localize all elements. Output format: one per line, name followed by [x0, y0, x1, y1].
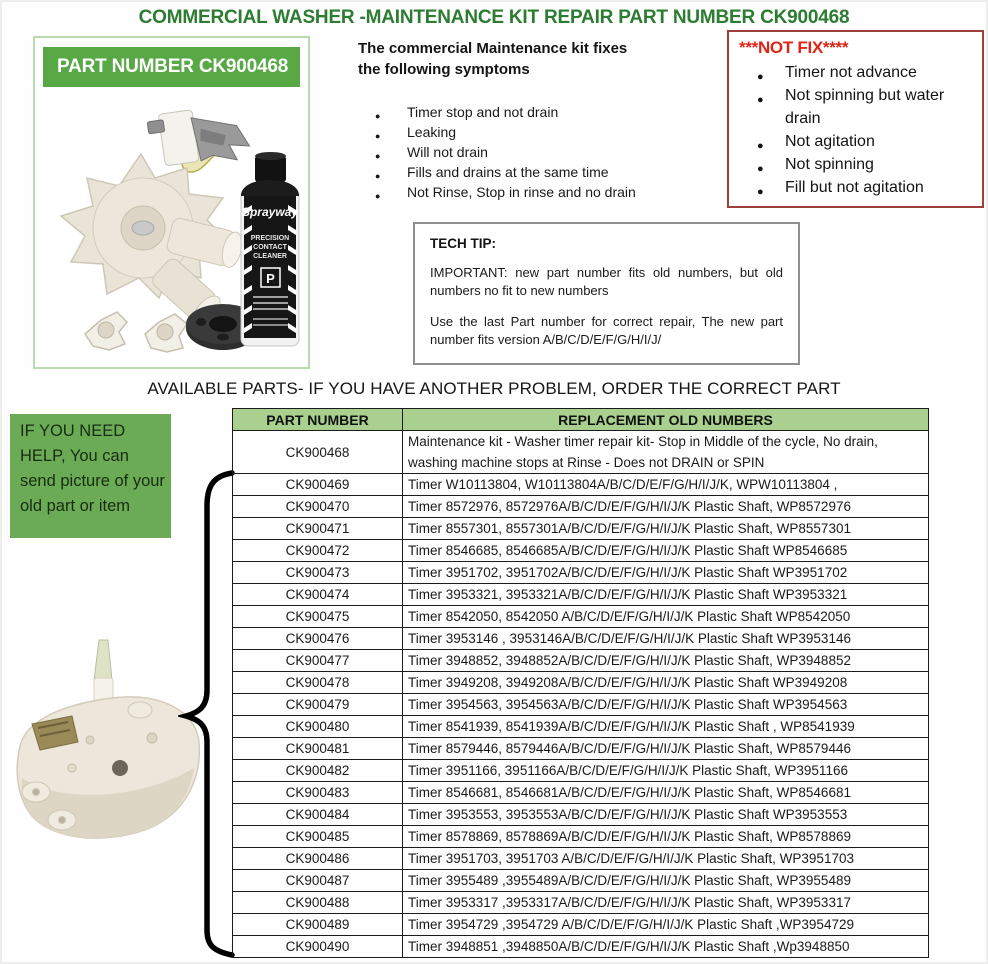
replacement-cell: Maintenance kit - Washer timer repair kit- Stop in Middle of the cycle, No drain, washing machine stops at Rinse - Does not DRAIN or SPIN [403, 431, 929, 474]
part-number-cell: CK900473 [233, 562, 403, 584]
list-item: ● Will not drain [358, 142, 648, 162]
part-number-cell: CK900468 [233, 431, 403, 474]
part-number-cell: CK900485 [233, 826, 403, 848]
brace-connector [178, 462, 238, 962]
table-row [233, 848, 929, 870]
part-number-header: PART NUMBER [233, 409, 403, 431]
list-item: ● Timer stop and not drain [358, 102, 648, 122]
part-number-cell: CK900488 [233, 892, 403, 914]
part-number-cell: CK900472 [233, 540, 403, 562]
part-number-cell: CK900482 [233, 760, 403, 782]
table-row [233, 518, 929, 540]
kit-part-number-banner: PART NUMBER CK900468 [43, 47, 300, 87]
replacement-cell: Timer 8541939, 8541939A/B/C/D/E/F/G/H/I/J/K Plastic Shaft , WP8541939 [403, 716, 929, 738]
replacement-cell: Timer 8546685, 8546685A/B/C/D/E/F/G/H/I/J/K Plastic Shaft WP8546685 [403, 540, 929, 562]
svg-text:CLEANER: CLEANER [253, 253, 287, 260]
part-number-cell: CK900484 [233, 804, 403, 826]
parts-table [232, 408, 929, 958]
svg-text:Sprayway: Sprayway [241, 205, 299, 219]
part-number-cell: CK900489 [233, 914, 403, 936]
list-item: ● Leaking [358, 122, 648, 142]
part-number-cell: CK900474 [233, 584, 403, 606]
replacement-cell: Timer 3951703, 3951703 A/B/C/D/E/F/G/H/I/J/K Plastic Shaft, WP3951703 [403, 848, 929, 870]
list-item: ● Not agitation [739, 130, 974, 153]
replacement-cell: Timer 8578869, 8578869A/B/C/D/E/F/G/H/I/J/K Plastic Shaft, WP8578869 [403, 826, 929, 848]
list-item: ● Fill but not agitation [739, 176, 974, 199]
table-row [233, 474, 929, 496]
table-row [233, 694, 929, 716]
replacement-cell: Timer 3951166, 3951166A/B/C/D/E/F/G/H/I/J/K Plastic Shaft, WP3951166 [403, 760, 929, 782]
replacement-cell: Timer 8572976, 8572976A/B/C/D/E/F/G/H/I/J/K Plastic Shaft, WP8572976 [403, 496, 929, 518]
replacement-cell: Timer 8542050, 8542050 A/B/C/D/E/F/G/H/I/J/K Plastic Shaft WP8542050 [403, 606, 929, 628]
replacement-cell: Timer 3948851 ,3948850A/B/C/D/E/F/G/H/I/J/K Plastic Shaft ,Wp3948850 [403, 936, 929, 958]
table-row [233, 562, 929, 584]
table-row [233, 914, 929, 936]
replacement-cell: Timer 3953317 ,3953317A/B/C/D/E/F/G/H/I/J/K Plastic Shaft, WP3953317 [403, 892, 929, 914]
help-box: IF YOU NEED HELP, You can send picture of your old part or item [10, 414, 171, 538]
list-item: ● Fills and drains at the same time [358, 162, 648, 182]
symptoms-list [358, 102, 648, 202]
replacement-cell: Timer 3948852, 3948852A/B/C/D/E/F/G/H/I/J/K Plastic Shaft, WP3948852 [403, 650, 929, 672]
svg-text:CONTACT: CONTACT [253, 244, 287, 251]
list-item: ● Timer not advance [739, 61, 974, 84]
not-fix-box [727, 30, 984, 208]
not-fix-title: ***NOT FIX**** [739, 38, 849, 57]
part-number-cell: CK900470 [233, 496, 403, 518]
table-row [233, 892, 929, 914]
part-number-cell: CK900483 [233, 782, 403, 804]
pump-icon [61, 154, 245, 329]
replacement-cell: Timer 3954563, 3954563A/B/C/D/E/F/G/H/I/J/K Plastic Shaft WP3954563 [403, 694, 929, 716]
table-row [233, 826, 929, 848]
replacement-cell: Timer 3954729 ,3954729 A/B/C/D/E/F/G/H/I/J/K Plastic Shaft ,WP3954729 [403, 914, 929, 936]
part-number-cell: CK900469 [233, 474, 403, 496]
part-number-cell: CK900490 [233, 936, 403, 958]
table-row [233, 782, 929, 804]
table-row [233, 584, 929, 606]
replacement-cell: Timer 8546681, 8546681A/B/C/D/E/F/G/H/I/J/K Plastic Shaft, WP8546681 [403, 782, 929, 804]
part-number-cell: CK900486 [233, 848, 403, 870]
tech-tip-paragraph: Use the last Part number for correct repair, The new part number fits version A/B/C/D/E/F/G/H/I/J/ [430, 314, 783, 347]
replacement-header: REPLACEMENT OLD NUMBERS [403, 409, 929, 431]
spray-can-icon [241, 152, 299, 346]
table-row [233, 540, 929, 562]
part-number-cell: CK900478 [233, 672, 403, 694]
table-row [233, 936, 929, 958]
replacement-cell: Timer 3953146 , 3953146A/B/C/D/E/F/G/H/I/J/K Plastic Shaft WP3953146 [403, 628, 929, 650]
tech-tip-label: TECH TIP: [430, 236, 496, 251]
part-number-cell: CK900481 [233, 738, 403, 760]
parts-table-body [233, 431, 929, 958]
list-item: ● Not Rinse, Stop in rinse and no drain [358, 182, 648, 202]
svg-text:P: P [266, 271, 275, 286]
part-number-cell: CK900480 [233, 716, 403, 738]
table-row [233, 606, 929, 628]
list-item: ● Not spinning [739, 153, 974, 176]
svg-text:PRECISION: PRECISION [250, 235, 290, 242]
table-row [233, 628, 929, 650]
table-row [233, 431, 929, 474]
part-number-cell: CK900479 [233, 694, 403, 716]
table-row [233, 716, 929, 738]
list-item: ● Not spinning but water drain [739, 84, 974, 130]
symptoms-section [358, 38, 698, 202]
replacement-cell: Timer 3949208, 3949208A/B/C/D/E/F/G/H/I/J/K Plastic Shaft WP3949208 [403, 672, 929, 694]
tech-tip-paragraph: IMPORTANT: new part number fits old numbers, but old numbers no fit to new numbers [430, 265, 783, 298]
lid-switch-icon [146, 102, 252, 177]
available-parts-heading: AVAILABLE PARTS- IF YOU HAVE ANOTHER PROBLEM, ORDER THE CORRECT PART [147, 379, 841, 398]
replacement-cell: Timer 3953553, 3953553A/B/C/D/E/F/G/H/I/J/K Plastic Shaft WP3953553 [403, 804, 929, 826]
replacement-cell: Timer 8579446, 8579446A/B/C/D/E/F/G/H/I/J/K Plastic Shaft, WP8579446 [403, 738, 929, 760]
table-row [233, 804, 929, 826]
not-fix-list [739, 61, 974, 199]
table-row [233, 496, 929, 518]
part-number-cell: CK900487 [233, 870, 403, 892]
maintenance-kit-photo [41, 92, 303, 364]
table-row [233, 650, 929, 672]
agitator-dogs-icon [85, 312, 187, 352]
table-row [233, 870, 929, 892]
part-number-cell: CK900471 [233, 518, 403, 540]
table-row [233, 738, 929, 760]
replacement-cell: Timer 3953321, 3953321A/B/C/D/E/F/G/H/I/J/K Plastic Shaft WP3953321 [403, 584, 929, 606]
part-number-cell: CK900477 [233, 650, 403, 672]
replacement-cell: Timer W10113804, W10113804A/B/C/D/E/F/G/H/I/J/K, WPW10113804 , [403, 474, 929, 496]
symptoms-heading: The commercial Maintenance kit fixes the following symptoms [358, 40, 628, 78]
table-header-row [233, 409, 929, 431]
kit-photo-box [33, 36, 310, 369]
page-title: COMMERCIAL WASHER -MAINTENANCE KIT REPAIR PART NUMBER CK900468 [138, 7, 850, 28]
tech-tip-box [413, 222, 800, 365]
replacement-cell: Timer 8557301, 8557301A/B/C/D/E/F/G/H/I/J/K Plastic Shaft, WP8557301 [403, 518, 929, 540]
replacement-cell: Timer 3951702, 3951702A/B/C/D/E/F/G/H/I/J/K Plastic Shaft WP3951702 [403, 562, 929, 584]
table-row [233, 760, 929, 782]
table-row [233, 672, 929, 694]
replacement-cell: Timer 3955489 ,3955489A/B/C/D/E/F/G/H/I/J/K Plastic Shaft, WP3955489 [403, 870, 929, 892]
part-number-cell: CK900476 [233, 628, 403, 650]
part-number-cell: CK900475 [233, 606, 403, 628]
